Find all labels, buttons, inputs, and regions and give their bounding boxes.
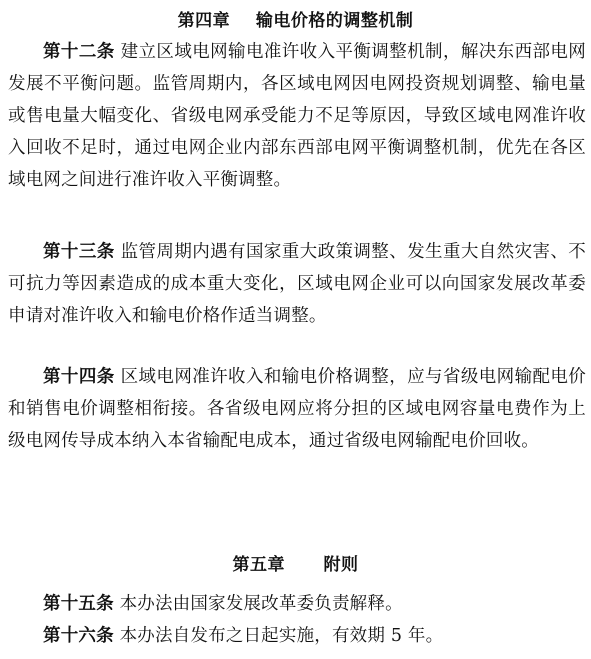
article-15-label: 第十五条 <box>43 594 114 614</box>
article-14-label: 第十四条 <box>43 367 115 387</box>
article-16-text: 本办法自发布之日起实施，有效期 5 年。 <box>113 626 444 646</box>
article-15 <box>8 589 586 619</box>
article-16 <box>8 621 586 651</box>
article-14-text: 区域电网准许收入和输电价格调整，应与省级电网输配电价和销售电价调整相衔接。各省级电网应将分担的区域电网容量电费作为上级电网传导成本纳入本省输配电成本，通过省级电网输配电价回收。 <box>8 367 586 451</box>
article-12-label: 第十二条 <box>43 42 115 62</box>
article-12 <box>8 36 586 196</box>
article-12-text: 建立区域电网输电准许收入平衡调整机制，解决东西部电网发展不平衡问题。监管周期内，各区域电网因电网投资规划调整、输电量或售电量大幅变化、省级电网承受能力不足等原因，导致区域电网准许收入回收不足时，通过电网企业内部东西部电网平衡调整机制，优先在各区域电网之间进行准许收入平衡调整。 <box>8 42 586 190</box>
article-16-label: 第十六条 <box>43 626 114 646</box>
chapter-5-title: 第五章 附则 <box>232 555 359 575</box>
article-14 <box>8 361 586 457</box>
article-15-text: 本办法由国家发展改革委负责解释。 <box>113 594 403 614</box>
article-13-text: 监管周期内遇有国家重大政策调整、发生重大自然灾害、不可抗力等因素造成的成本重大变化，区域电网企业可以向国家发展改革委申请对准许收入和输电价格作适当调整。 <box>8 242 586 326</box>
article-13-label: 第十三条 <box>43 242 115 262</box>
chapter-4-title: 第四章 输电价格的调整机制 <box>177 11 414 31</box>
article-13 <box>8 236 586 332</box>
